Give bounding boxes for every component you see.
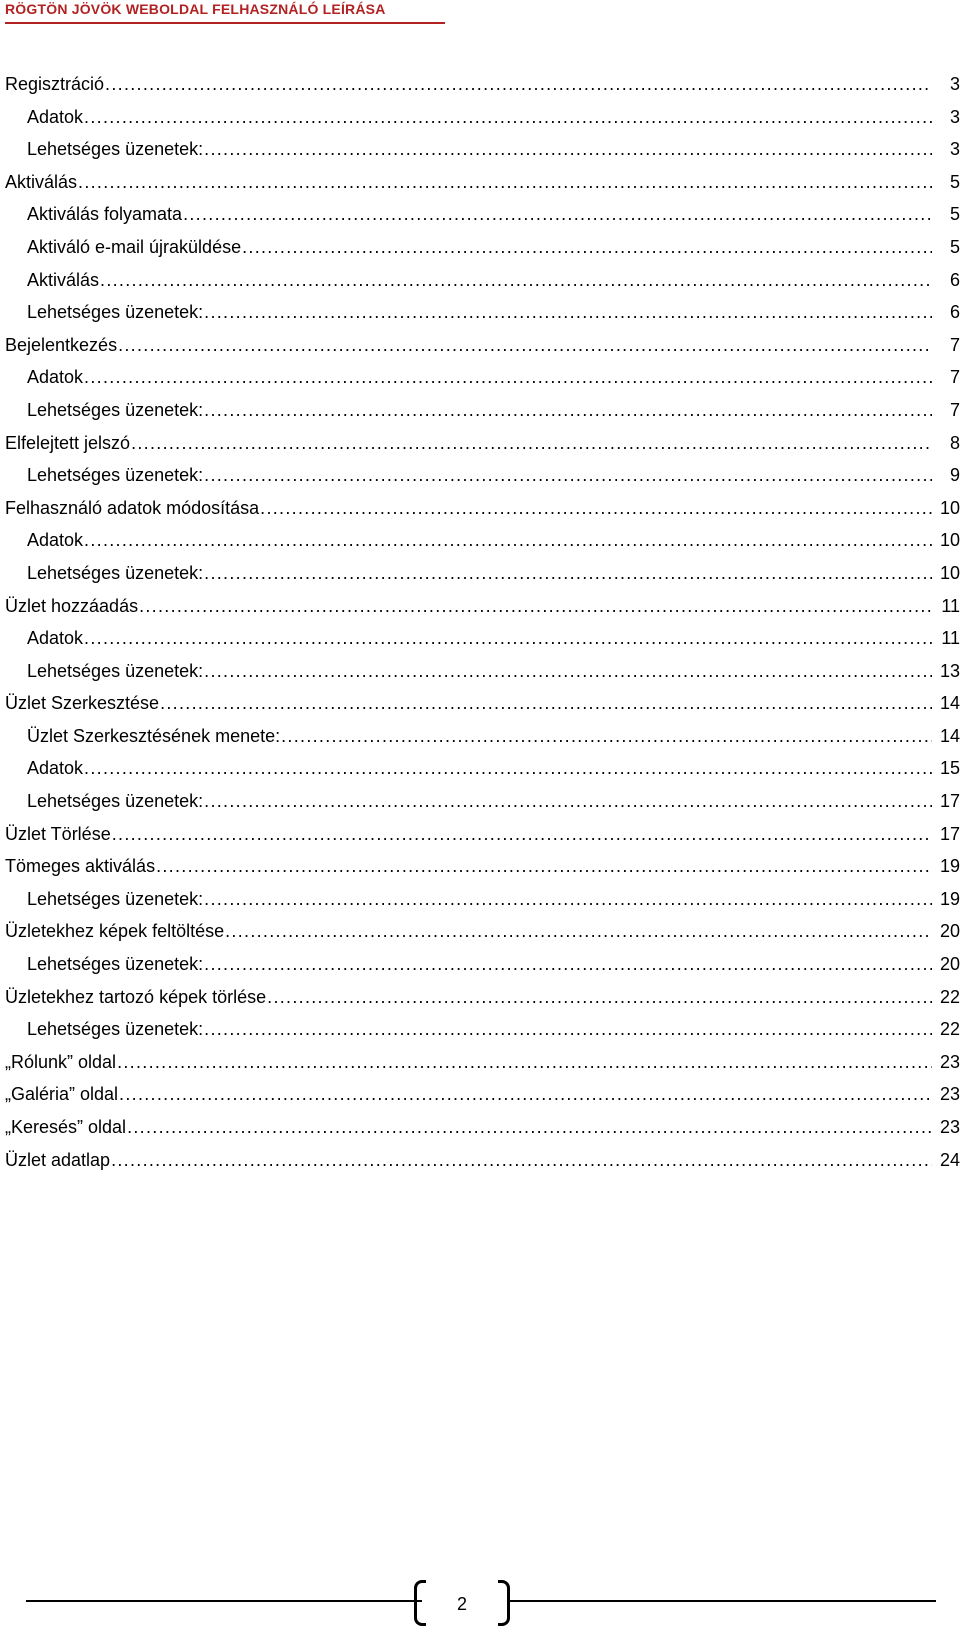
toc-entry-page: 6 [949, 302, 960, 323]
toc-entry-title: Adatok [27, 752, 84, 785]
toc-entry-title: Aktiválás [5, 166, 78, 199]
toc-entry[interactable] [5, 1013, 960, 1046]
toc-entry[interactable] [5, 622, 960, 655]
toc-entry-page: 9 [949, 465, 960, 486]
toc-entry-page: 20 [939, 921, 960, 942]
footer-rule-right [508, 1600, 936, 1602]
toc-entry-title: Aktiválás [27, 264, 100, 297]
toc-entry-title: Aktiváló e-mail újraküldése [27, 231, 242, 264]
toc-entry[interactable] [5, 296, 960, 329]
toc-entry-page: 22 [939, 986, 960, 1007]
toc-dot-leader [204, 133, 932, 166]
toc-entry[interactable] [5, 1111, 960, 1144]
toc-entry-title: Adatok [27, 361, 84, 394]
toc-entry-title: Tömeges aktiválás [5, 850, 156, 883]
toc-entry[interactable] [5, 752, 960, 785]
toc-dot-leader [204, 1013, 932, 1046]
toc-entry-page: 8 [949, 432, 960, 453]
toc-entry-title: Lehetséges üzenetek: [27, 883, 204, 916]
toc-dot-leader [204, 948, 932, 981]
toc-entry-page: 20 [939, 954, 960, 975]
toc-dot-leader [119, 1078, 932, 1111]
toc-entry[interactable] [5, 68, 960, 101]
toc-dot-leader [127, 1111, 932, 1144]
toc-entry[interactable] [5, 720, 960, 753]
toc-entry-title: Lehetséges üzenetek: [27, 948, 204, 981]
toc-entry-page: 10 [939, 530, 960, 551]
toc-entry[interactable] [5, 1078, 960, 1111]
toc-entry-page: 6 [949, 269, 960, 290]
toc-entry-title: Üzlet Szerkesztésének menete: [27, 720, 281, 753]
toc-entry-title: Üzlet adatlap [5, 1144, 111, 1177]
toc-dot-leader [84, 524, 932, 557]
toc-entry[interactable] [5, 133, 960, 166]
toc-entry[interactable] [5, 264, 960, 297]
toc-entry-title: Lehetséges üzenetek: [27, 459, 204, 492]
toc-dot-leader [84, 101, 932, 134]
toc-entry[interactable] [5, 915, 960, 948]
toc-entry-page: 14 [939, 693, 960, 714]
toc-dot-leader [267, 981, 932, 1014]
toc-entry-page: 5 [949, 204, 960, 225]
toc-entry-title: Regisztráció [5, 68, 105, 101]
toc-entry-title: Lehetséges üzenetek: [27, 296, 204, 329]
toc-entry-title: Felhasználó adatok módosítása [5, 492, 260, 525]
toc-entry-page: 7 [949, 367, 960, 388]
toc-dot-leader [84, 361, 932, 394]
footer-rule-left [26, 1600, 422, 1602]
toc-entry-title: Lehetséges üzenetek: [27, 655, 204, 688]
toc-entry-page: 5 [949, 236, 960, 257]
toc-entry-title: „Rólunk” oldal [5, 1046, 117, 1079]
toc-entry-page: 7 [949, 334, 960, 355]
toc-dot-leader [156, 850, 932, 883]
toc-entry-title: Üzlet Törlése [5, 818, 112, 851]
toc-entry-page: 11 [941, 628, 960, 649]
toc-entry[interactable] [5, 101, 960, 134]
toc-entry-title: Üzlet Szerkesztése [5, 687, 160, 720]
toc-entry-title: Üzlet hozzáadás [5, 590, 139, 623]
toc-entry[interactable] [5, 427, 960, 460]
toc-entry-title: Lehetséges üzenetek: [27, 785, 204, 818]
toc-dot-leader [225, 915, 932, 948]
toc-entry-page: 5 [949, 171, 960, 192]
footer-bracket-right [498, 1580, 510, 1626]
toc-entry[interactable] [5, 166, 960, 199]
toc-dot-leader [139, 590, 932, 623]
document-header: RÖGTÖN JÖVÖK WEBOLDAL FELHASZNÁLÓ LEÍRÁSA [5, 1, 386, 17]
toc-entry[interactable] [5, 785, 960, 818]
toc-dot-leader [204, 655, 932, 688]
toc-entry[interactable] [5, 687, 960, 720]
toc-entry[interactable] [5, 1046, 960, 1079]
toc-dot-leader [112, 818, 932, 851]
toc-entry[interactable] [5, 948, 960, 981]
toc-entry-page: 23 [939, 1084, 960, 1105]
toc-dot-leader [100, 264, 932, 297]
toc-dot-leader [204, 557, 932, 590]
toc-entry-page: 14 [939, 725, 960, 746]
toc-entry-page: 10 [939, 562, 960, 583]
toc-entry-page: 3 [949, 106, 960, 127]
toc-entry-page: 3 [949, 74, 960, 94]
toc-dot-leader [84, 622, 932, 655]
toc-dot-leader [204, 883, 932, 916]
toc-entry-page: 10 [939, 497, 960, 518]
toc-entry-page: 17 [939, 791, 960, 812]
toc-entry-page: 24 [939, 1149, 960, 1170]
toc-entry-page: 11 [941, 595, 960, 616]
toc-entry-title: Bejelentkezés [5, 329, 118, 362]
toc-entry[interactable] [5, 557, 960, 590]
toc-entry[interactable] [5, 524, 960, 557]
toc-entry[interactable] [5, 850, 960, 883]
toc-entry[interactable] [5, 818, 960, 851]
toc-dot-leader [260, 492, 932, 525]
toc-entry-page: 17 [939, 823, 960, 844]
toc-entry-page: 22 [939, 1019, 960, 1040]
toc-entry-title: „Galéria” oldal [5, 1078, 119, 1111]
header-underline [5, 22, 445, 24]
toc-dot-leader [117, 1046, 932, 1079]
toc-dot-leader [78, 166, 932, 199]
toc-entry[interactable] [5, 231, 960, 264]
toc-entry[interactable] [5, 394, 960, 427]
toc-entry-title: „Keresés” oldal [5, 1111, 127, 1144]
toc-entry-page: 3 [949, 139, 960, 160]
toc-dot-leader [281, 720, 932, 753]
toc-dot-leader [118, 329, 932, 362]
toc-entry[interactable] [5, 981, 960, 1014]
toc-entry[interactable] [5, 1144, 960, 1177]
toc-entry-page: 19 [939, 856, 960, 877]
toc-dot-leader [111, 1144, 932, 1177]
toc-entry[interactable] [5, 361, 960, 394]
toc-dot-leader [204, 459, 932, 492]
toc-entry[interactable] [5, 459, 960, 492]
toc-entry-page: 15 [939, 758, 960, 779]
toc-entry-title: Üzletekhez tartozó képek törlése [5, 981, 267, 1014]
toc-entry[interactable] [5, 655, 960, 688]
toc-entry-page: 23 [939, 1051, 960, 1072]
toc-dot-leader [204, 785, 932, 818]
toc-dot-leader [131, 427, 932, 460]
toc-entry-page: 19 [939, 888, 960, 909]
toc-entry-title: Lehetséges üzenetek: [27, 394, 204, 427]
toc-dot-leader [242, 231, 932, 264]
toc-entry-title: Elfelejtett jelszó [5, 427, 131, 460]
toc-entry[interactable] [5, 883, 960, 916]
toc-entry-page: 7 [949, 399, 960, 420]
toc-dot-leader [84, 752, 932, 785]
toc-entry-title: Üzletekhez képek feltöltése [5, 915, 225, 948]
toc-entry-title: Aktiválás folyamata [27, 198, 183, 231]
page-number: 2 [456, 1594, 467, 1614]
toc-entry-title: Adatok [27, 622, 84, 655]
toc-entry-title: Adatok [27, 524, 84, 557]
toc-entry[interactable] [5, 492, 960, 525]
toc-dot-leader [204, 296, 932, 329]
toc-entry-page: 23 [939, 1117, 960, 1137]
toc-entry[interactable] [5, 198, 960, 231]
toc-entry[interactable] [5, 590, 960, 623]
toc-entry-page: 13 [939, 660, 960, 681]
toc-entry-title: Lehetséges üzenetek: [27, 1013, 204, 1046]
toc-dot-leader [105, 68, 932, 101]
toc-entry-title: Lehetséges üzenetek: [27, 557, 204, 590]
toc-entry[interactable] [5, 329, 960, 362]
toc-dot-leader [183, 198, 932, 231]
footer-bracket-left [414, 1580, 426, 1626]
toc-entry-title: Adatok [27, 101, 84, 134]
toc-dot-leader [204, 394, 932, 427]
toc-entry-title: Lehetséges üzenetek: [27, 133, 204, 166]
toc-dot-leader [160, 687, 932, 720]
table-of-contents [5, 68, 960, 1176]
